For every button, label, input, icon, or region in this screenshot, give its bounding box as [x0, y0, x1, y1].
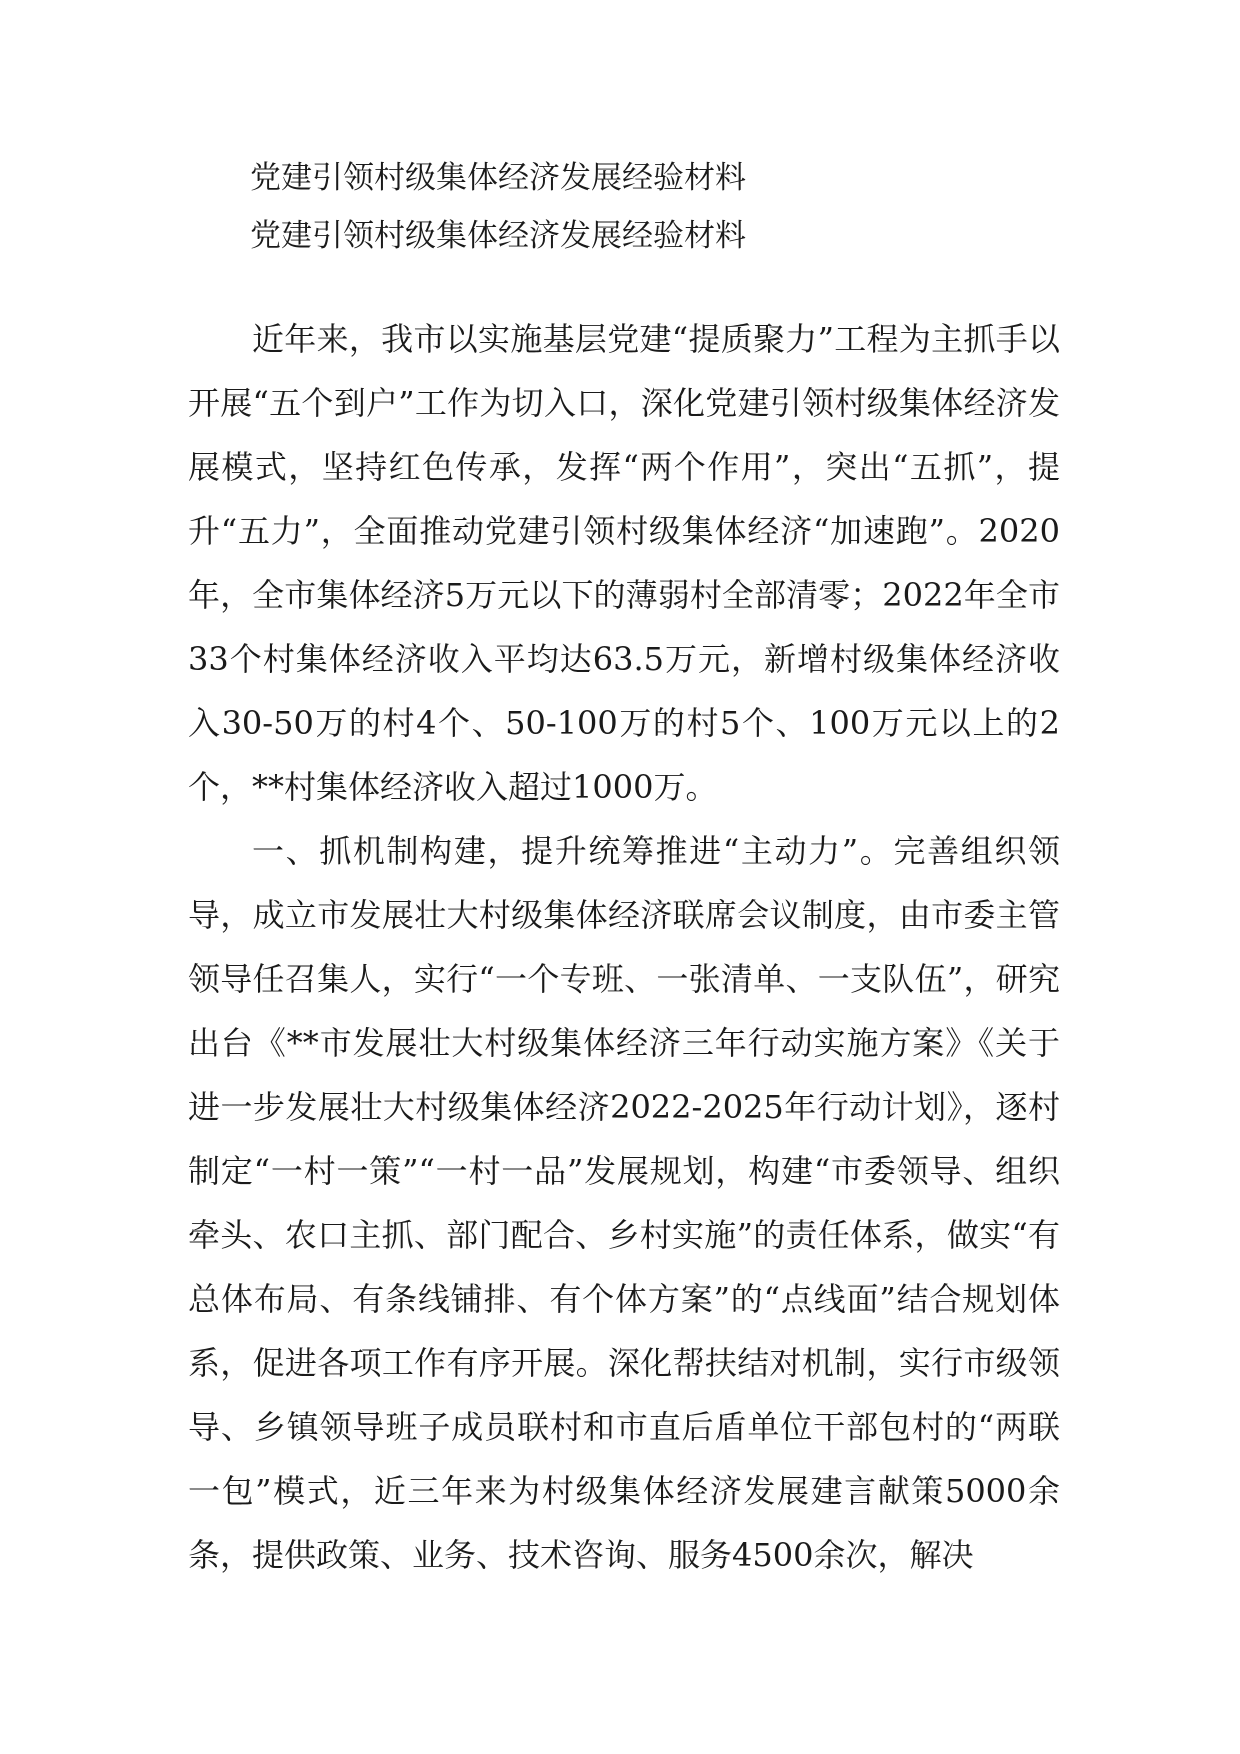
- document-title: 党建引领村级集体经济发展经验材料: [250, 160, 746, 196]
- paragraph-section-1: 一、抓机制构建，提升统筹推进“主动力”。完善组织领导，成立市发展壮大村级集体经济联席会议制度，由市委主管领导任召集人，实行“一个专班、一张清单、一支队伍”，研究出台《**市发展壮大村级集体经济三年行动实施方案》《关于进一步发展壮大村级集体经济2022-2025年行动计划》，逐村制定“一村一策”“一村一品”发展规划，构建“市委领导、组织牵头、农口主抓、部门配合、乡村实施”的责任体系，做实“有总体布局、有条线铺排、有个体方案”的“点线面”结合规划体系，促进各项工作有序开展。深化帮扶结对机制，实行市级领导、乡镇领导班子成员联村和市直后盾单位干部包村的“两联一包”模式，近三年来为村级集体经济发展建言献策5000余条，提供政策、业务、技术咨询、服务4500余次，解决: [188, 832, 1060, 1574]
- document-subtitle: 党建引领村级集体经济发展经验材料: [250, 218, 746, 254]
- paragraph-intro: 近年来，我市以实施基层党建“提质聚力”工程为主抓手以开展“五个到户”工作为切入口，深化党建引领村级集体经济发展模式，坚持红色传承，发挥“两个作用”，突出“五抓”，提升“五力”，全面推动党建引领村级集体经济“加速跑”。2020年，全市集体经济5万元以下的薄弱村全部清零；2022年全市33个村集体经济收入平均达63.5万元，新增村级集体经济收入30-50万的村4个、50-100万的村5个、100万元以上的2个，**村集体经济收入超过1000万。: [188, 320, 1060, 806]
- document-body: [188, 307, 1060, 1587]
